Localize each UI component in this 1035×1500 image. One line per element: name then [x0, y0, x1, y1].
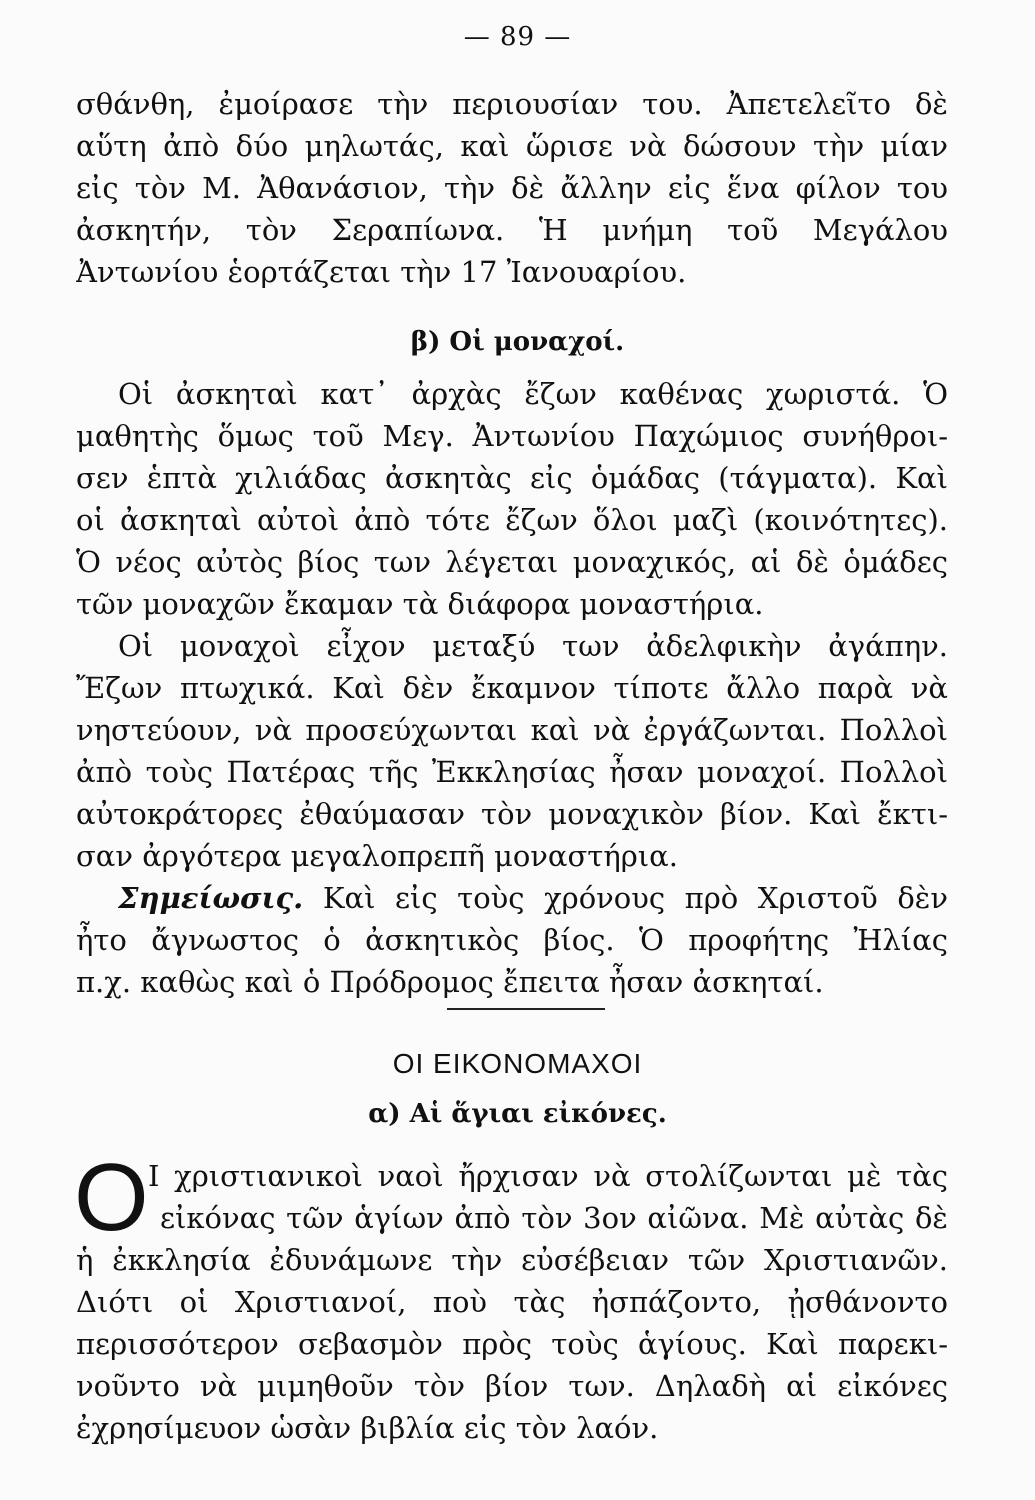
text-line: νηστεύουν, νὰ προσεύχωνται καὶ νὰ ἐργάζωνται. Πολλοὶ [76, 713, 948, 747]
text-line: Οἱ ἀσκηταὶ κατ᾽ ἀρχὰς ἔζων καθένας χωριστά. Ὁ [118, 377, 948, 411]
page-number: — 89 — [463, 22, 572, 52]
text-line: Διότι οἱ Χριστιανοί, ποὺ τὰς ἠσπάζοντο, ᾐσθάνοντο [76, 1285, 948, 1319]
note-label: Σημείωσις. [118, 881, 304, 915]
text-line: αὕτη ἀπὸ δύο μηλωτάς, καὶ ὥρισε νὰ δώσουν τὴν μίαν [76, 129, 948, 163]
text-line: ἦτο ἄγνωστος ὁ ἀσκητικὸς βίος. Ὁ προφήτης Ἠλίας [76, 923, 948, 957]
text-line: σαν ἀργότερα μεγαλοπρεπῆ μοναστήρια. [76, 839, 678, 873]
text-line: εἰκόνας τῶν ἁγίων ἀπὸ τὸν 3ον αἰῶνα. Μὲ αὐτὰς δὲ [160, 1201, 948, 1235]
text-line: εἰς τὸν Μ. Ἀθανάσιον, τὴν δὲ ἄλλην εἰς ἕνα φίλον του [76, 171, 948, 205]
section-divider [447, 1008, 605, 1010]
drop-cap: Ο [74, 1144, 149, 1251]
text-line: ἡ ἐκκλησία ἐδυνάμωνε τὴν εὐσέβειαν τῶν Χριστιανῶν. [76, 1243, 948, 1277]
note-text: Καὶ εἰς τοὺς χρόνους πρὸ Χριστοῦ δὲν [303, 881, 948, 915]
text-line: Οἱ μοναχοὶ εἶχον μεταξύ των ἀδελφικὴν ἀγάπην. [118, 629, 948, 663]
text-line: ἐχρησίμευον ὡσὰν βιβλία εἰς τὸν λαόν. [76, 1411, 659, 1445]
text-line: σθάνθη, ἐμοίρασε τὴν περιουσίαν του. Ἀπετελεῖτο δὲ [76, 87, 948, 121]
text-line: Ἔζων πτωχικά. Καὶ δὲν ἔκαμνον τίποτε ἄλλο παρὰ νὰ [76, 671, 948, 705]
text-line: μαθητὴς ὅμως τοῦ Μεγ. Ἀντωνίου Παχώμιος συνήθροι- [76, 419, 948, 453]
text-line: νοῦντο νὰ μιμηθοῦν τὸν βίον των. Δηλαδὴ αἱ εἰκόνες [76, 1369, 948, 1403]
text-line: Ι χριστιανικοὶ ναοὶ ἤρχισαν νὰ στολίζωνται μὲ τὰς [148, 1159, 948, 1193]
text-line: Ὁ νέος αὐτὸς βίος των λέγεται μοναχικός, αἱ δὲ ὁμάδες [76, 545, 948, 579]
chapter-heading: ΟΙ ΕΙΚΟΝΟΜΑΧΟΙ [392, 1048, 643, 1079]
text-line: π.χ. καθὼς καὶ ὁ Πρόδρομος ἔπειτα ἦσαν ἀσκηταί. [76, 965, 824, 999]
text-line: Ἀντωνίου ἑορτάζεται τὴν 17 Ἰανουαρίου. [76, 255, 687, 289]
section-subheading: β) Οἱ μοναχοί. [410, 327, 625, 357]
text-line: τῶν μοναχῶν ἔκαμαν τὰ διάφορα μοναστήρια. [76, 587, 764, 621]
text-line: σεν ἑπτὰ χιλιάδας ἀσκητὰς εἰς ὁμάδας (τάγματα). Καὶ [76, 461, 948, 495]
text-line: περισσότερον σεβασμὸν πρὸς τοὺς ἁγίους. Καὶ παρεκι- [76, 1327, 948, 1361]
text-line: οἱ ἀσκηταὶ αὐτοὶ ἀπὸ τότε ἔζων ὅλοι μαζὶ (κοινότητες). [76, 503, 948, 537]
text-line: ἀσκητήν, τὸν Σεραπίωνα. Ἡ μνήμη τοῦ Μεγάλου [76, 213, 948, 247]
text-line: αὐτοκράτορες ἐθαύμασαν τὸν μοναχικὸν βίον. Καὶ ἔκτι- [76, 797, 948, 831]
section-subheading: α) Αἱ ἅγιαι εἰκόνες. [368, 1099, 667, 1129]
text-line: ἀπὸ τοὺς Πατέρας τῆς Ἐκκλησίας ἦσαν μοναχοί. Πολλοὶ [76, 755, 948, 789]
note-line [118, 878, 948, 918]
